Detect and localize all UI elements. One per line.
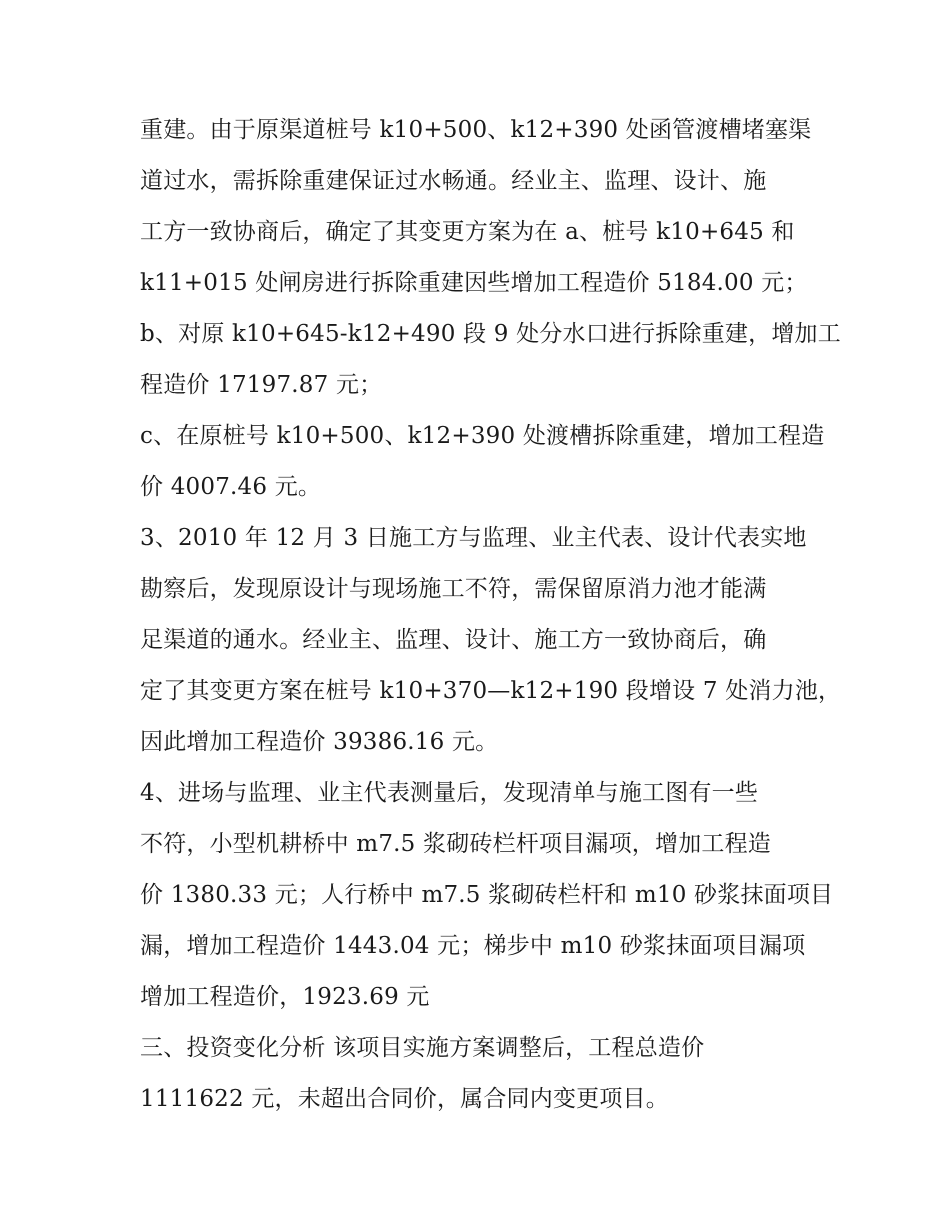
text-line: 定了其变更方案在桩号 k10+370—k12+190 段增设 7 处消力池，	[140, 678, 842, 704]
text-line: 勘察后，发现原设计与现场施工不符，需保留原消力池才能满	[140, 576, 767, 602]
text-line: c、在原桩号 k10+500、k12+390 处渡槽拆除重建，增加工程造	[140, 423, 825, 449]
text-line: 价 4007.46 元。	[140, 474, 322, 500]
text-line: 4、进场与监理、业主代表测量后，发现清单与施工图有一些	[140, 780, 759, 806]
text-line: 道过水，需拆除重建保证过水畅通。经业主、监理、设计、施	[140, 168, 767, 194]
text-line: 不符，小型机耕桥中 m7.5 浆砌砖栏杆项目漏项，增加工程造	[140, 831, 772, 857]
text-line: k11+015 处闸房进行拆除重建因些增加工程造价 5184.00 元；	[140, 270, 808, 296]
text-line: 工方一致协商后，确定了其变更方案为在 a、桩号 k10+645 和	[140, 219, 795, 245]
text-line: 足渠道的通水。经业主、监理、设计、施工方一致协商后，确	[140, 627, 767, 653]
text-line: 价 1380.33 元；人行桥中 m7.5 浆砌砖栏杆和 m10 砂浆抹面项目	[140, 882, 834, 908]
text-line: b、对原 k10+645-k12+490 段 9 处分水口进行拆除重建，增加工	[140, 321, 841, 347]
text-line: 增加工程造价，1923.69 元	[140, 984, 430, 1010]
text-line: 程造价 17197.87 元；	[140, 372, 383, 398]
document-body	[140, 105, 842, 1125]
text-line: 因此增加工程造价 39386.16 元。	[140, 729, 499, 755]
text-line: 漏，增加工程造价 1443.04 元；梯步中 m10 砂浆抹面项目漏项	[140, 933, 806, 959]
text-line: 重建。由于原渠道桩号 k10+500、k12+390 处函管渡槽堵塞渠	[140, 117, 812, 143]
text-line: 三、投资变化分析 该项目实施方案调整后，工程总造价	[140, 1035, 705, 1061]
text-line: 1111622 元，未超出合同价，属合同内变更项目。	[140, 1086, 669, 1112]
text-line: 3、2010 年 12 月 3 日施工方与监理、业主代表、设计代表实地	[140, 525, 807, 551]
